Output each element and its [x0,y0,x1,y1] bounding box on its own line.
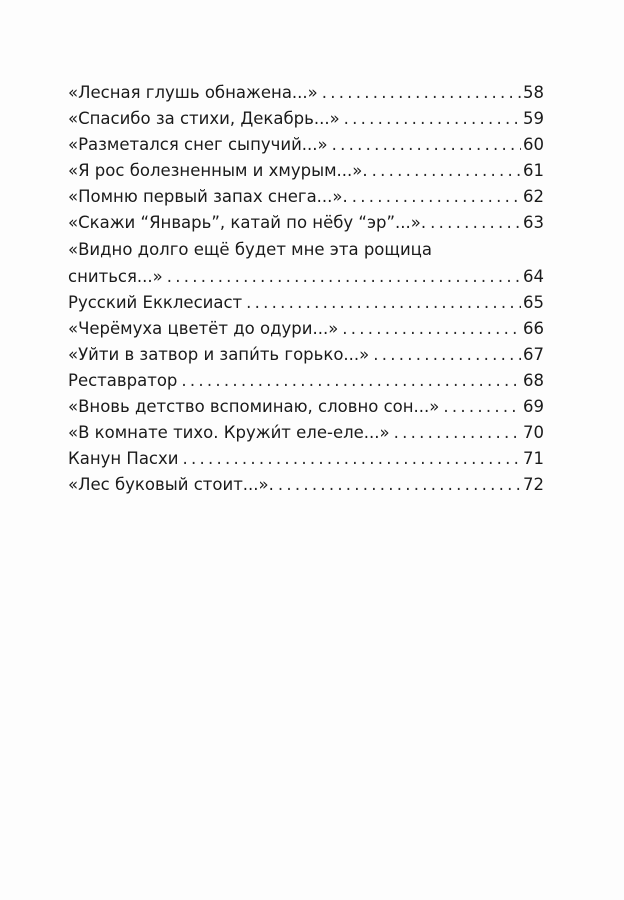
toc-entry-title: «Скажи “Январь”, катай по нёбу “эр”...». [68,213,427,232]
toc-entry [68,394,544,420]
toc-entry-title: «Видно долго ещё будет мне эта рощица [68,240,433,259]
toc-entry-page: 70 [523,423,544,442]
toc-entry-title: Канун Пасхи [68,449,179,468]
toc-entry [68,420,544,446]
toc-entry [68,184,544,210]
toc-entry-title: «Уйти в затвор и запи́ть горько...» [68,345,370,364]
toc-entry [68,80,544,106]
toc-entry-page: 60 [523,135,544,154]
toc-entry-page: 72 [523,475,544,494]
toc-entry [68,472,544,498]
toc-entry-page: 71 [523,449,544,468]
toc-entry-page: 58 [523,83,544,102]
dot-leader [394,420,521,446]
dot-leader [183,446,522,472]
toc-entry-title: «Вновь детство вспоминаю, словно сон...» [68,397,440,416]
toc-entry-page: 63 [523,213,544,232]
toc-entry-page: 69 [523,397,544,416]
toc-entry-title: «Помню первый запах снега...». [68,187,348,206]
toc-entry-title: «Спасибо за стихи, Декабрь...» [68,109,340,128]
dot-leader [246,290,521,316]
toc-entry-title: «В комнате тихо. Кружи́т еле-еле...» [68,423,390,442]
dot-leader [167,263,521,290]
toc-entry [68,158,544,184]
toc-entry-page: 59 [523,109,544,128]
toc-entry [68,236,544,290]
toc-entry [68,342,544,368]
toc-entry-title: «Я рос болезненным и хмурым...». [68,161,368,180]
dot-leader [322,80,521,106]
toc-entry [68,290,544,316]
toc-entry [68,368,544,394]
toc-entry-page: 65 [523,293,544,312]
toc-entry-title: «Разметался снег сыпучий...» [68,135,328,154]
dot-leader [352,184,521,210]
dot-leader [430,210,521,236]
toc-entry [68,132,544,158]
toc-entry [68,210,544,236]
toc-entry-title: «Лесная глушь обнажена...» [68,83,318,102]
dot-leader [443,394,521,420]
dot-leader [278,472,521,498]
toc-entry-page: 66 [523,319,544,338]
toc-entry-title: «Лес буковый стоит...». [68,475,274,494]
toc-entry-title: «Черёмуха цветёт до одури...» [68,319,339,338]
dot-leader [344,106,521,132]
toc-entry-page: 62 [523,187,544,206]
toc-entry-title: Русский Екклесиаст [68,293,243,312]
toc-entry-title: Реставратор [68,371,178,390]
toc-entry [68,106,544,132]
table-of-contents [68,80,544,498]
dot-leader [342,316,521,342]
dot-leader [372,158,521,184]
dot-leader [373,342,521,368]
dot-leader [332,132,521,158]
toc-entry-title-continuation: сниться...» [68,267,163,286]
dot-leader [181,368,521,394]
toc-entry [68,446,544,472]
toc-entry-page: 64 [523,267,544,286]
toc-entry [68,316,544,342]
toc-entry-page: 68 [523,371,544,390]
toc-entry-page: 61 [523,161,544,180]
toc-entry-page: 67 [523,345,544,364]
